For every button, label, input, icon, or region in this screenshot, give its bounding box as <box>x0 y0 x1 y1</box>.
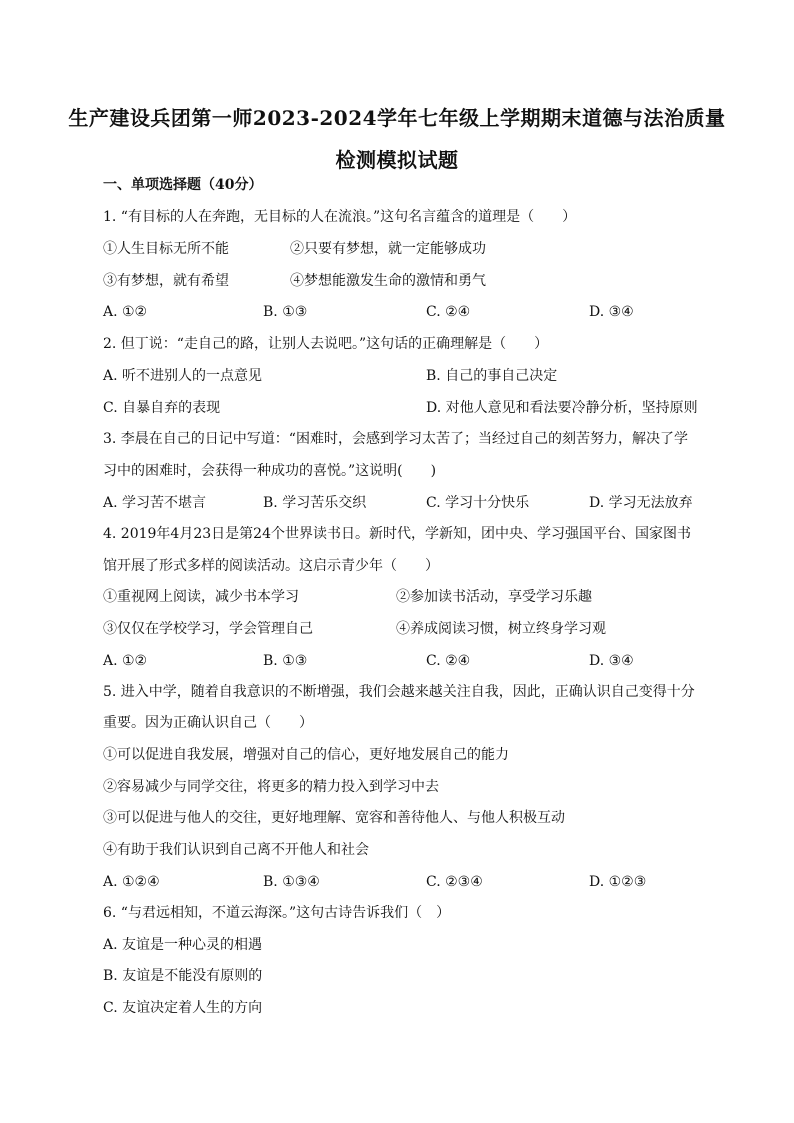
q2-choice-c: C. 自暴自弃的表现 <box>103 400 221 416</box>
q1-statement-3: ③有梦想，就有希望 <box>103 273 229 289</box>
question-4-stem-line2: 馆开展了形式多样的阅读活动。这启示青少年（ ） <box>103 558 439 574</box>
question-4-stem-line1: 4. 2019年4月23日是第24个世界读书日。新时代，学新知，团中央、学习强国平台、国家图书 <box>103 526 691 542</box>
q6-choice-a: A. 友谊是一种心灵的相遇 <box>103 937 263 953</box>
page-title-line2: 检测模拟试题 <box>335 148 459 172</box>
question-5-stem-line1: 5. 进入中学，随着自我意识的不断增强，我们会越来越关注自我，因此，正确认识自己变得十分 <box>103 684 695 700</box>
q3-choice-c: C. 学习十分快乐 <box>426 495 530 511</box>
q5-statement-3: ③可以促进与他人的交往，更好地理解、宽容和善待他人、与他人积极互动 <box>103 810 565 826</box>
q4-statement-4: ④养成阅读习惯，树立终身学习观 <box>396 621 606 637</box>
q4-statement-1: ①重视网上阅读，减少书本学习 <box>103 589 299 605</box>
q4-statement-2: ②参加读书活动，享受学习乐趣 <box>396 589 592 605</box>
q1-statement-4: ④梦想能激发生命的激情和勇气 <box>290 273 486 289</box>
q1-choice-b: B. ①③ <box>263 304 308 320</box>
q1-choice-c: C. ②④ <box>426 304 471 320</box>
q1-choice-d: D. ③④ <box>589 304 634 320</box>
q2-choice-b: B. 自己的事自己决定 <box>426 368 558 384</box>
question-6-stem: 6. “与君远相知，不道云海深。”这句古诗告诉我们（ ） <box>103 905 451 921</box>
q5-statement-2: ②容易减少与同学交往，将更多的精力投入到学习中去 <box>103 779 439 795</box>
question-5-stem-line2: 重要。因为正确认识自己（ ） <box>103 715 313 731</box>
q4-choice-b: B. ①③ <box>263 653 308 669</box>
q2-choice-a: A. 听不进别人的一点意见 <box>103 368 263 384</box>
q4-choice-c: C. ②④ <box>426 653 471 669</box>
question-3-stem-line2: 习中的困难时，会获得一种成功的喜悦。”这说明( ) <box>103 463 437 479</box>
section-heading: 一、单项选择题（40分） <box>103 177 263 193</box>
q6-choice-c: C. 友谊决定着人生的方向 <box>103 1000 263 1016</box>
q4-statement-3: ③仅仅在学校学习，学会管理自己 <box>103 621 313 637</box>
q4-choice-a: A. ①② <box>103 653 148 669</box>
q5-choice-a: A. ①②④ <box>103 874 160 890</box>
question-2-stem: 2. 但丁说：“走自己的路，让别人去说吧。”这句话的正确理解是（ ） <box>103 336 549 352</box>
q4-choice-d: D. ③④ <box>589 653 634 669</box>
q1-statement-2: ②只要有梦想，就一定能够成功 <box>290 241 486 257</box>
q3-choice-b: B. 学习苦乐交织 <box>263 495 367 511</box>
question-1-stem: 1. “有目标的人在奔跑，无目标的人在流浪。”这句名言蕴含的道理是（ ） <box>103 209 577 225</box>
q5-choice-c: C. ②③④ <box>426 874 483 890</box>
q1-choice-a: A. ①② <box>103 304 148 320</box>
q3-choice-d: D. 学习无法放弃 <box>589 495 693 511</box>
q5-choice-d: D. ①②③ <box>589 874 647 890</box>
page-title: 生产建设兵团第一师2023-2024学年七年级上学期期末道德与法治质量 <box>68 106 726 130</box>
q5-statement-4: ④有助于我们认识到自己离不开他人和社会 <box>103 842 369 858</box>
question-3-stem-line1: 3. 李晨在自己的日记中写道：“困难时，会感到学习太苦了；当经过自己的刻苦努力，解决了学 <box>103 431 688 447</box>
q1-statement-1: ①人生目标无所不能 <box>103 241 229 257</box>
q3-choice-a: A. 学习苦不堪言 <box>103 495 207 511</box>
q5-statement-1: ①可以促进自我发展，增强对自己的信心，更好地发展自己的能力 <box>103 747 509 763</box>
q6-choice-b: B. 友谊是不能没有原则的 <box>103 968 263 984</box>
q5-choice-b: B. ①③④ <box>263 874 320 890</box>
q2-choice-d: D. 对他人意见和看法要冷静分析，坚持原则 <box>426 400 698 416</box>
